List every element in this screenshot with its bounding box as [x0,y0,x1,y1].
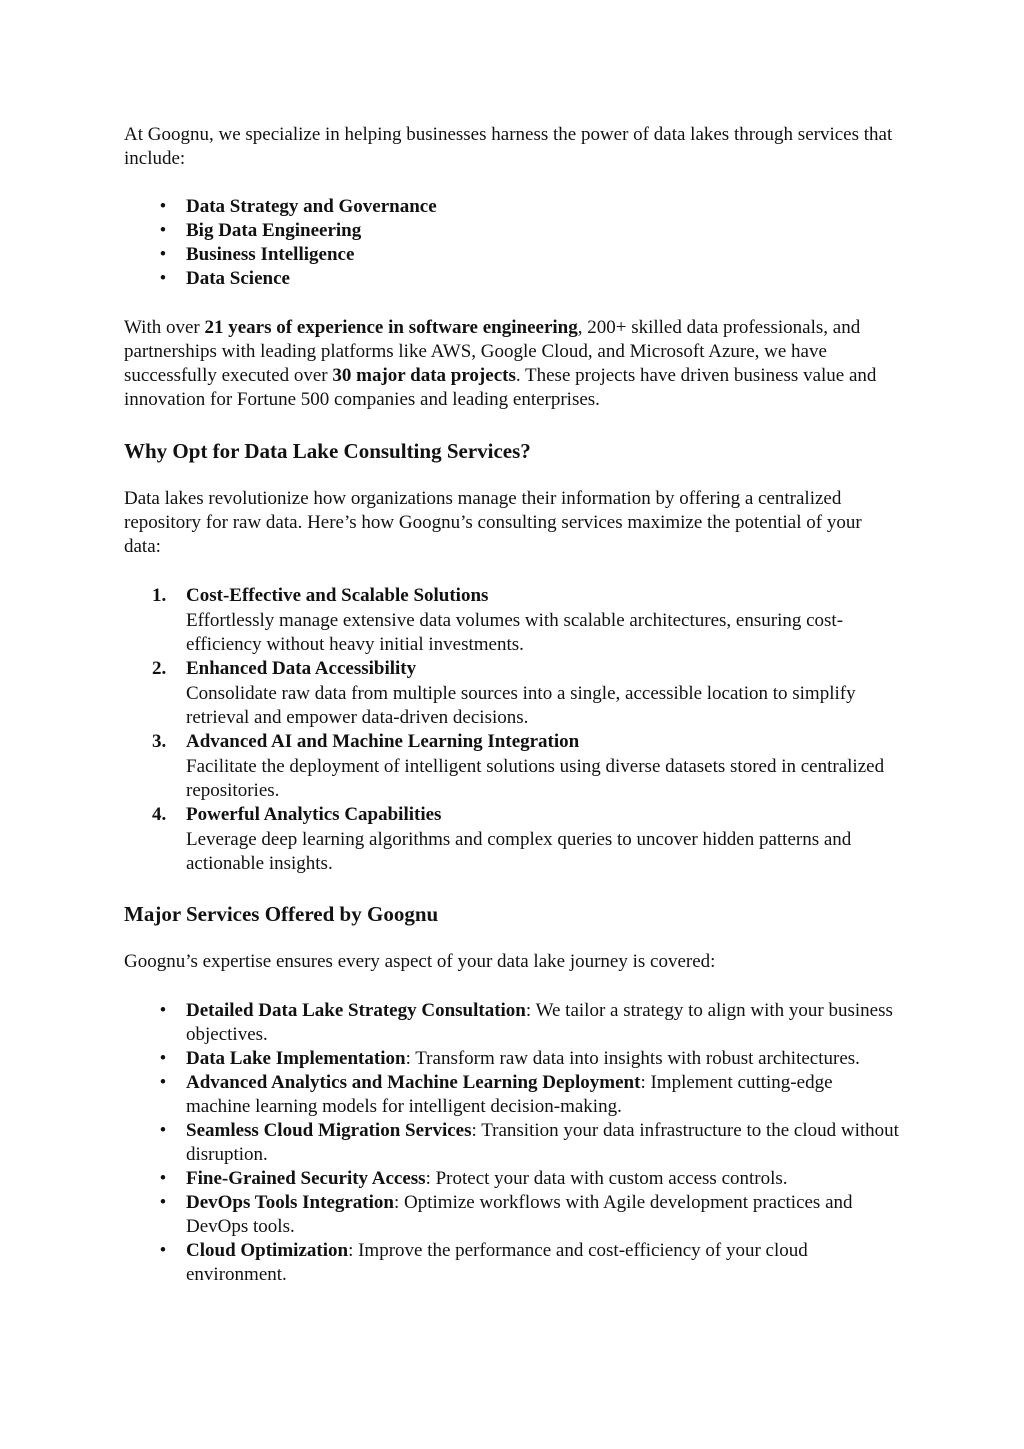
service-title: Advanced Analytics and Machine Learning Deployment [186,1072,641,1093]
list-item [124,243,899,267]
list-item [124,1071,899,1119]
service-description: : Improve the performance and cost-efficiency of your cloud environment. [186,1240,808,1285]
service-title: DevOps Tools Integration [186,1192,394,1213]
bullet-icon: • [159,1000,167,1021]
list-item [124,584,899,657]
benefit-title: Advanced AI and Machine Learning Integration [186,731,580,752]
why-section-intro: Data lakes revolutionize how organizations manage their information by offering a centralized repository for raw data. Here’s how Goognu’s consulting services maximize the potential of your data: [124,488,862,557]
list-item [124,267,899,291]
benefit-title: Cost-Effective and Scalable Solutions [186,585,489,606]
intro-paragraph: At Goognu, we specialize in helping businesses harness the power of data lakes through services that include: [124,124,893,169]
benefit-description: Facilitate the deployment of intelligent solutions using diverse datasets stored in centralized repositories. [186,756,885,801]
item-number: 2. [152,658,167,679]
bullet-icon: • [159,1120,167,1141]
service-description: : We tailor a strategy to align with your business objectives. [186,1000,893,1045]
item-number: 1. [152,585,167,606]
core-service-label: Data Strategy and Governance [186,196,437,217]
service-title: Detailed Data Lake Strategy Consultation [186,1000,526,1021]
bullet-icon: • [159,1168,167,1189]
benefit-title: Enhanced Data Accessibility [186,658,417,679]
list-item [124,219,899,243]
list-item [124,1119,899,1167]
project-count: 30 major data projects [332,365,516,386]
item-number: 3. [152,731,167,752]
list-item [124,803,899,876]
benefit-description: Consolidate raw data from multiple sources into a single, accessible location to simplify retrieval and empower data-driven decisions. [186,683,856,728]
benefit-description: Effortlessly manage extensive data volumes with scalable architectures, ensuring cost-efficiency without heavy initial investments. [186,610,844,655]
service-description: : Optimize workflows with Agile development practices and DevOps tools. [186,1192,853,1237]
list-item [124,195,899,219]
experience-years: 21 years of experience in software engineering [204,317,578,338]
bullet-icon: • [159,244,167,265]
bullet-icon: • [159,1048,167,1069]
major-services-list [124,999,899,1287]
core-services-list [124,195,899,291]
benefit-title: Powerful Analytics Capabilities [186,804,442,825]
bullet-icon: • [159,220,167,241]
bullet-icon: • [159,196,167,217]
bullet-icon: • [159,1240,167,1261]
list-item [124,1167,899,1191]
benefits-list [124,584,899,876]
why-section-heading: Why Opt for Data Lake Consulting Services? [124,439,531,463]
major-services-heading: Major Services Offered by Goognu [124,902,439,926]
service-title: Fine-Grained Security Access [186,1168,426,1189]
item-number: 4. [152,804,167,825]
list-item [124,657,899,730]
list-item [124,1239,899,1287]
major-services-intro: Goognu’s expertise ensures every aspect of your data lake journey is covered: [124,951,716,972]
service-title: Data Lake Implementation [186,1048,406,1069]
service-description: : Implement cutting-edge machine learning models for intelligent decision-making. [186,1072,833,1117]
core-service-label: Big Data Engineering [186,220,362,241]
bullet-icon: • [159,268,167,289]
core-service-label: Data Science [186,268,290,289]
service-title: Cloud Optimization [186,1240,349,1261]
experience-paragraph: With over 21 years of experience in software engineering, 200+ skilled data professionals, and partnerships with leading platforms like AWS, Google Cloud, and Microsoft Azure, we have successfully executed over 30 major data projects. These projects have driven business value and innovation for Fortune 500 companies and leading enterprises. [124,317,877,410]
list-item [124,730,899,803]
list-item [124,999,899,1047]
service-description: : Transition your data infrastructure to the cloud without disruption. [186,1120,899,1165]
bullet-icon: • [159,1072,167,1093]
list-item [124,1191,899,1239]
benefit-description: Leverage deep learning algorithms and complex queries to uncover hidden patterns and actionable insights. [186,829,852,874]
service-title: Seamless Cloud Migration Services [186,1120,472,1141]
service-description: : Protect your data with custom access controls. [425,1168,788,1189]
service-description: : Transform raw data into insights with robust architectures. [405,1048,860,1069]
core-service-label: Business Intelligence [186,244,355,265]
bullet-icon: • [159,1192,167,1213]
document-page [124,123,899,1287]
list-item [124,1047,899,1071]
